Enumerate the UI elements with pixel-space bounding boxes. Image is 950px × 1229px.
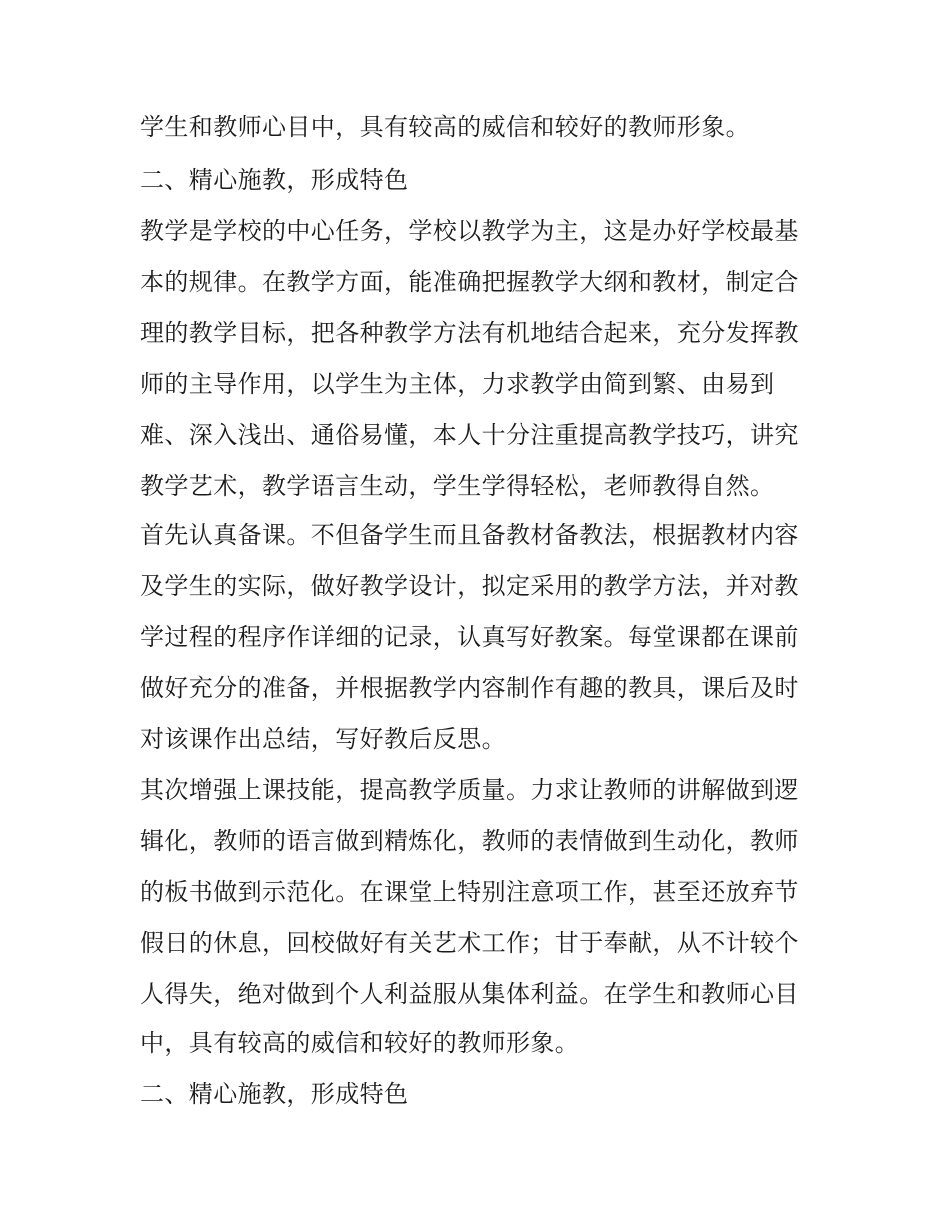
text-line: 教学艺术，教学语言生动，学生学得轻松，老师教得自然。 [140,472,775,500]
section-heading: 二、精心施教，形成特色 [140,166,409,194]
text-line: 教学是学校的中心任务，学校以教学为主，这是办好学校最基 [140,217,799,245]
text-line: 做好充分的准备，并根据教学内容制作有趣的教具，课后及时 [140,674,799,702]
text-line: 师的主导作用，以学生为主体，力求教学由简到繁、由易到 [140,370,775,398]
text-line: 学生和教师心目中，具有较高的威信和较好的教师形象。 [140,113,750,141]
text-line: 及学生的实际，做好教学设计，拟定采用的教学方法，并对教 [140,572,799,600]
text-line: 中，具有较高的威信和较好的教师形象。 [140,1029,580,1057]
text-line: 理的教学目标，把各种教学方法有机地结合起来，充分发挥教 [140,319,799,347]
text-line: 学过程的程序作详细的记录，认真写好教案。每堂课都在课前 [140,623,799,651]
text-line: 首先认真备课。不但备学生而且备教材备教法，根据教材内容 [140,521,799,549]
text-line: 辑化，教师的语言做到精炼化，教师的表情做到生动化，教师 [140,827,799,855]
text-line: 的板书做到示范化。在课堂上特别注意项工作，甚至还放弃节 [140,878,799,906]
text-line: 其次增强上课技能，提高教学质量。力求让教师的讲解做到逻 [140,776,799,804]
text-line: 难、深入浅出、通俗易懂，本人十分注重提高教学技巧，讲究 [140,421,799,449]
section-heading: 二、精心施教，形成特色 [140,1080,409,1108]
text-line: 人得失，绝对做到个人利益服从集体利益。在学生和教师心目 [140,980,799,1008]
text-line: 假日的休息，回校做好有关艺术工作；甘于奉献，从不计较个 [140,929,799,957]
text-line: 对该课作出总结，写好教后反思。 [140,725,506,753]
text-line: 本的规律。在教学方面，能准确把握教学大纲和教材，制定合 [140,268,799,296]
